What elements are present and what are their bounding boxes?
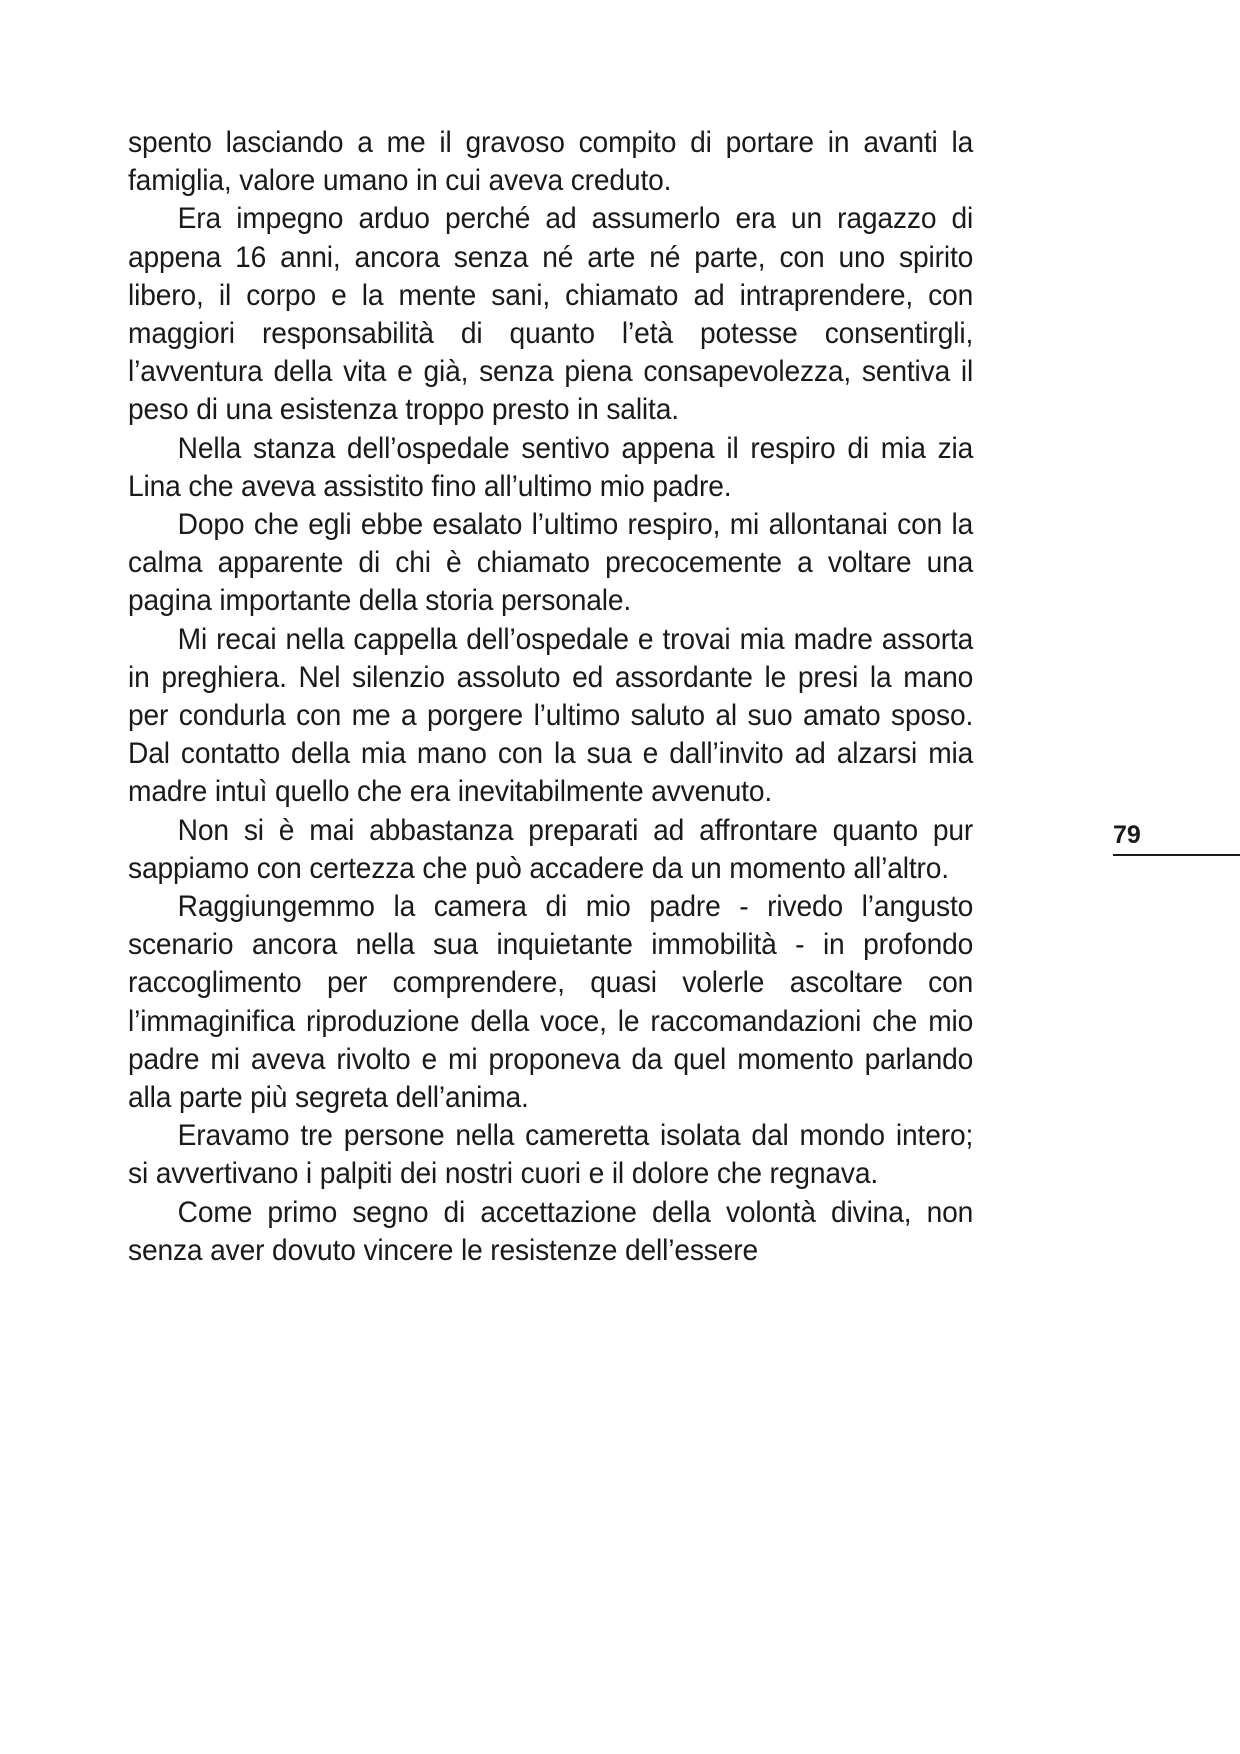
paragraph: Non si è mai abbastanza preparati ad affrontare quanto pur sappiamo con certezza che può accadere da un momento all’altro. — [128, 813, 974, 885]
paragraph: Mi recai nella cappella dell’ospedale e trovai mia madre assorta in preghiera. Nel silenzio assoluto ed assordante le presi la mano per condurla con me a porgere l’ultimo saluto al suo amato sposo. Dal contatto della mia mano con la sua e dall’invito ad alzarsi mia madre intuì quello che era inevitabilmente avvenuto. — [128, 622, 974, 809]
paragraph: spento lasciando a me il gravoso compito di portare in avanti la famiglia, valore umano in cui aveva creduto. — [128, 126, 974, 198]
paragraph: Raggiungemmo la camera di mio padre - rivedo l’angusto scenario ancora nella sua inquietante immobilità - in profondo raccoglimento per comprendere, quasi volerle ascoltare con l’immaginifica riproduzione della voce, le raccomandazioni che mio padre mi aveva rivolto e mi proponeva da quel momento parlando alla parte più segreta dell’anima. — [128, 890, 974, 1115]
page-number: 79 — [1113, 821, 1141, 849]
paragraph: Nella stanza dell’ospedale sentivo appena il respiro di mia zia Lina che aveva assistito fino all’ultimo mio padre. — [128, 431, 974, 503]
paragraph: Eravamo tre persone nella cameretta isolata dal mondo intero; si avvertivano i palpiti dei nostri cuori e il dolore che regnava. — [128, 1119, 974, 1191]
paragraph: Come primo segno di accettazione della volontà divina, non senza aver dovuto vincere le resistenze dell’essere — [128, 1195, 974, 1267]
body-text-column — [128, 124, 973, 1270]
paragraph: Era impegno arduo perché ad assumerlo era un ragazzo di appena 16 anni, ancora senza né arte né parte, con uno spirito libero, il corpo e la mente sani, chiamato ad intraprendere, con maggiori responsabilità di quanto l’età potesse consentirgli, l’avventura della vita e già, senza piena consapevolezza, sentiva il peso di una esistenza troppo presto in salita. — [128, 202, 974, 427]
paragraph: Dopo che egli ebbe esalato l’ultimo respiro, mi allontanai con la calma apparente di chi è chiamato precocemente a voltare una pagina importante della storia personale. — [128, 508, 974, 618]
page-number-rule — [1113, 854, 1240, 856]
page-number-block — [1113, 820, 1240, 856]
